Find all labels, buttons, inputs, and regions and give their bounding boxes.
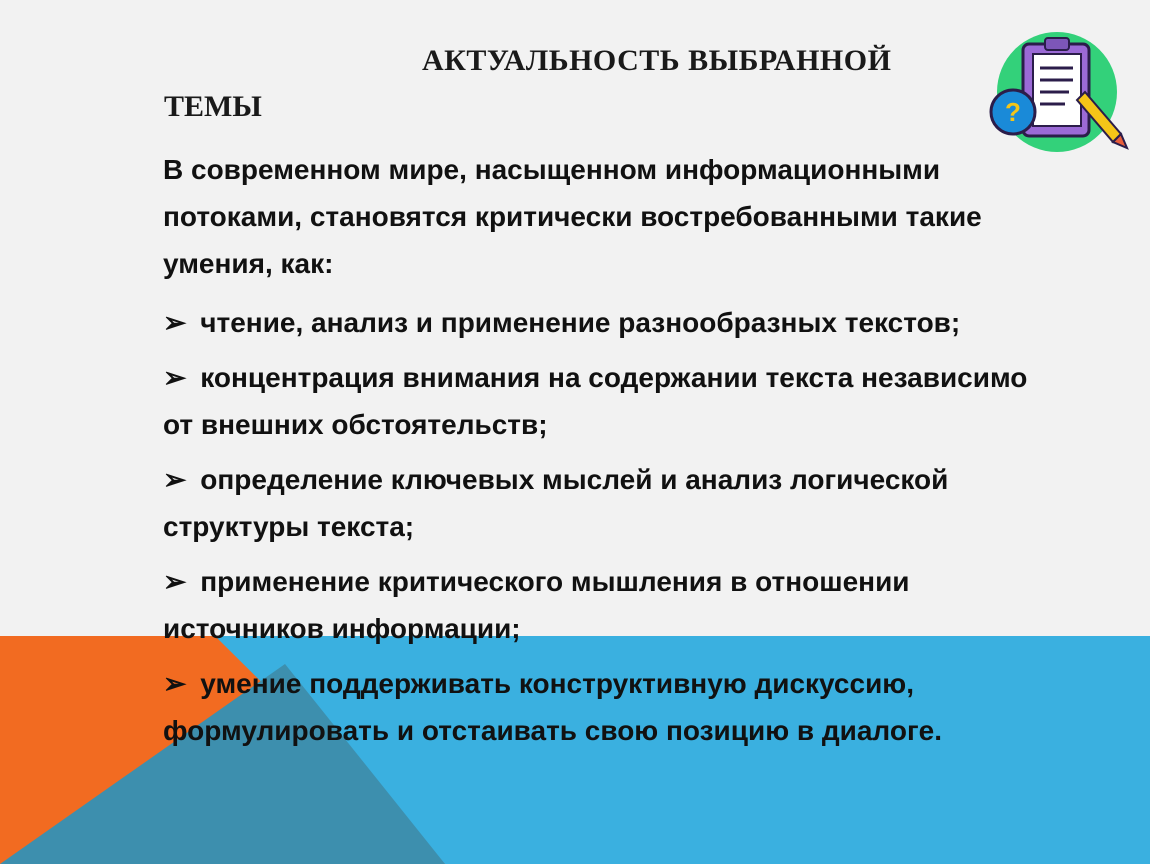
arrow-bullet-icon: ➢ — [163, 668, 187, 699]
arrow-bullet-icon: ➢ — [163, 362, 187, 393]
arrow-bullet-icon: ➢ — [163, 464, 187, 495]
slide-title-line-2: ТЕМЫ — [164, 90, 262, 123]
bullet-text: применение критического мышления в отношении источников информации; — [163, 566, 910, 644]
svg-text:?: ? — [1005, 97, 1021, 127]
bullet-item — [163, 456, 1063, 550]
bullet-text: определение ключевых мыслей и анализ логической структуры текста; — [163, 464, 949, 542]
slide-body — [163, 146, 1063, 762]
arrow-bullet-icon: ➢ — [163, 566, 187, 597]
bullet-text: умение поддерживать конструктивную дискуссию, формулировать и отстаивать свою позицию в диалоге. — [163, 668, 942, 746]
intro-text: В современном мире, насыщенном информационными потоками, становятся критически востребованными такие умения, как: — [163, 154, 982, 279]
bullet-item — [163, 660, 1063, 754]
bullet-text: концентрация внимания на содержании текста независимо от внешних обстоятельств; — [163, 362, 1028, 440]
bullet-text: чтение, анализ и применение разнообразных текстов; — [200, 307, 961, 338]
clipboard-question-icon — [985, 30, 1130, 155]
slide-title-line-1: АКТУАЛЬНОСТЬ ВЫБРАННОЙ — [422, 44, 892, 77]
arrow-bullet-icon: ➢ — [163, 307, 187, 338]
bullet-item — [163, 354, 1063, 448]
bullet-item — [163, 299, 1063, 346]
bullet-item — [163, 558, 1063, 652]
